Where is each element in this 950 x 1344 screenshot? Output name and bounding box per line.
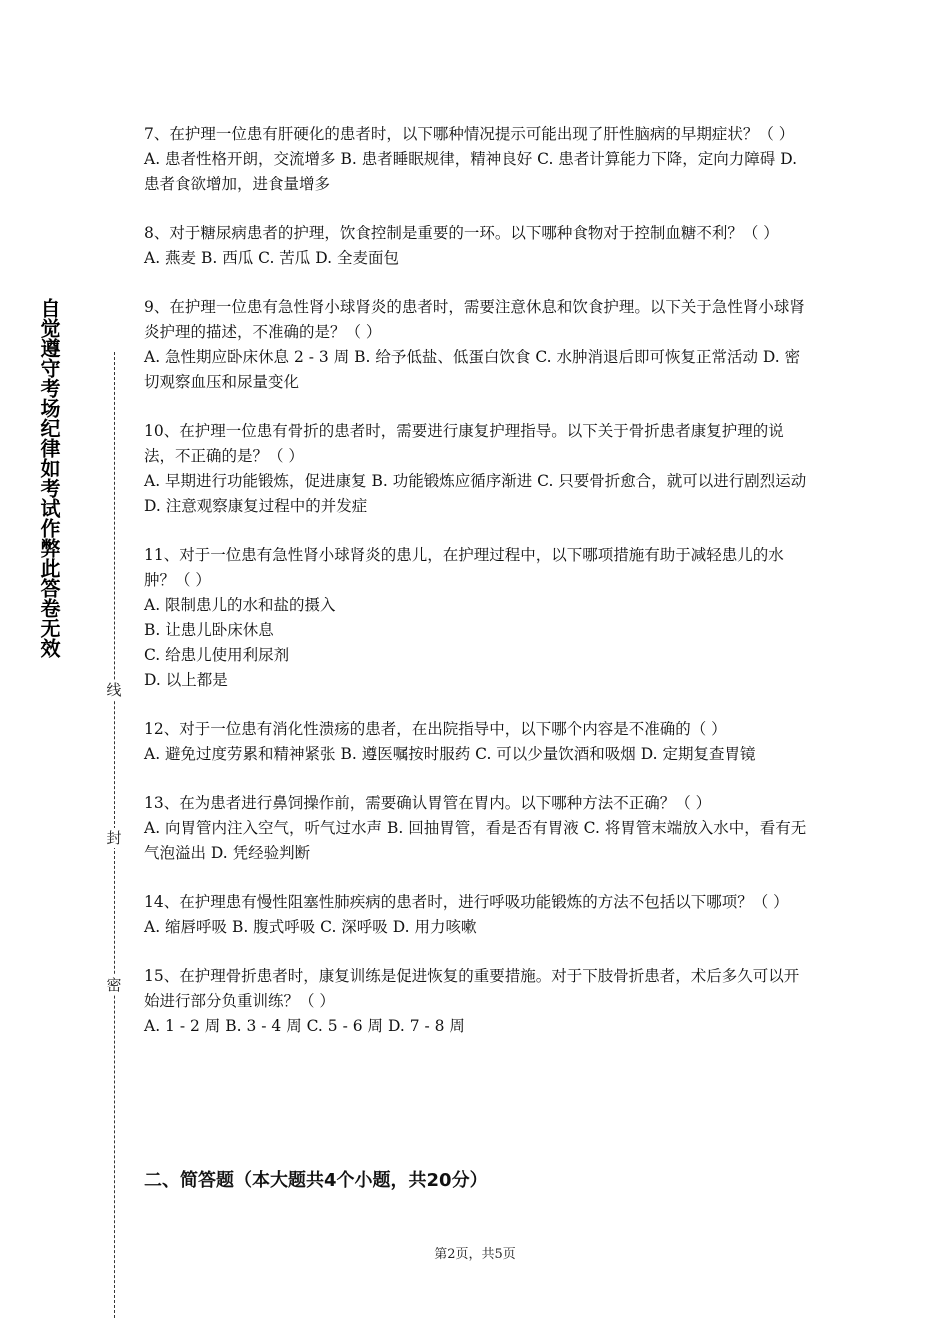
question-item — [144, 221, 812, 271]
question-text: 14、在护理患有慢性阻塞性肺疾病的患者时，进行呼吸功能锻炼的方法不包括以下哪项？（ ） — [144, 893, 789, 911]
question-options: D. 以上都是 — [144, 671, 228, 689]
question-options: A. 早期进行功能锻炼，促进康复 B. 功能锻炼应循序渐进 C. 只要骨折愈合，就可以进行剧烈运动 D. 注意观察康复过程中的并发症 — [144, 472, 807, 515]
binding-label-line: 线 — [104, 680, 124, 700]
question-options: A. 向胃管内注入空气，听气过水声 B. 回抽胃管，看是否有胃液 C. 将胃管末端放入水中，看有无气泡溢出 D. 凭经验判断 — [144, 819, 807, 862]
question-list — [144, 122, 812, 1063]
binding-label-secret: 密 — [104, 975, 124, 995]
binding-label-seal: 封 — [104, 828, 124, 848]
page-number: 第2页，共5页 — [434, 1247, 516, 1262]
question-options: A. 缩唇呼吸 B. 腹式呼吸 C. 深呼吸 D. 用力咳嗽 — [144, 918, 477, 936]
question-item — [144, 791, 812, 866]
question-text: 8、对于糖尿病患者的护理，饮食控制是重要的一环。以下哪种食物对于控制血糖不利？（ ） — [144, 224, 779, 242]
question-item — [144, 964, 812, 1039]
question-options: A. 急性期应卧床休息 2 - 3 周 B. 给予低盐、低蛋白饮食 C. 水肿消退后即可恢复正常活动 D. 密切观察血压和尿量变化 — [144, 348, 801, 391]
question-options: B. 让患儿卧床休息 — [144, 621, 274, 639]
question-options: A. 患者性格开朗，交流增多 B. 患者睡眠规律，精神良好 C. 患者计算能力下降，定向力障碍 D. 患者食欲增加，进食量增多 — [144, 150, 798, 193]
question-text: 12、对于一位患有消化性溃疡的患者，在出院指导中，以下哪个内容是不准确的（ ） — [144, 720, 727, 738]
question-text: 15、在护理骨折患者时，康复训练是促进恢复的重要措施。对于下肢骨折患者，术后多久可以开始进行部分负重训练？（ ） — [144, 967, 800, 1010]
question-options: A. 燕麦 B. 西瓜 C. 苦瓜 D. 全麦面包 — [144, 249, 399, 267]
question-item — [144, 890, 812, 940]
question-item — [144, 419, 812, 519]
question-item — [144, 122, 812, 197]
section-heading-short-answer: 二、简答题（本大题共4个小题，共20分） — [144, 1170, 488, 1191]
question-text: 13、在为患者进行鼻饲操作前，需要确认胃管在胃内。以下哪种方法不正确？（ ） — [144, 794, 712, 812]
question-options: A. 限制患儿的水和盐的摄入 — [144, 596, 336, 614]
question-text: 7、在护理一位患有肝硬化的患者时，以下哪种情况提示可能出现了肝性脑病的早期症状？（ ） — [144, 125, 795, 143]
question-text: 10、在护理一位患有骨折的患者时，需要进行康复护理指导。以下关于骨折患者康复护理的说法，不正确的是？（ ） — [144, 422, 784, 465]
question-item — [144, 295, 812, 395]
question-item — [144, 543, 812, 693]
question-options: A. 避免过度劳累和精神紧张 B. 遵医嘱按时服药 C. 可以少量饮酒和吸烟 D. 定期复查胃镜 — [144, 745, 756, 763]
question-item — [144, 717, 812, 767]
question-options: C. 给患儿使用利尿剂 — [144, 646, 290, 664]
question-text: 11、对于一位患有急性肾小球肾炎的患儿，在护理过程中，以下哪项措施有助于减轻患儿的水肿？（ ） — [144, 546, 784, 589]
question-text: 9、在护理一位患有急性肾小球肾炎的患者时，需要注意休息和饮食护理。以下关于急性肾小球肾炎护理的描述，不准确的是？（ ） — [144, 298, 805, 341]
exam-discipline-warning: 自觉遵守考场纪律如考试作弊此答卷无效 — [37, 298, 61, 658]
question-options: A. 1 - 2 周 B. 3 - 4 周 C. 5 - 6 周 D. 7 - 8 周 — [144, 1017, 465, 1035]
